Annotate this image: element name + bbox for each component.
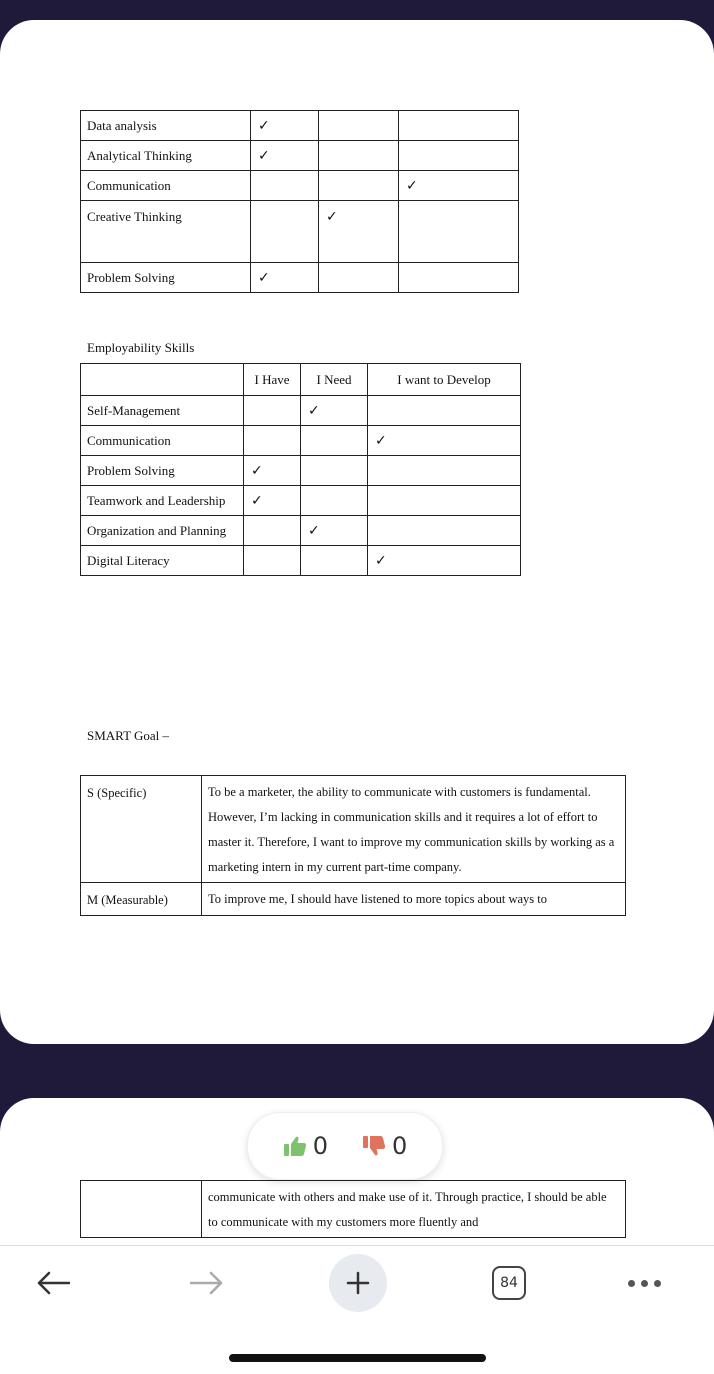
checkmark-cell	[399, 111, 519, 141]
skill-name: Communication	[81, 171, 251, 201]
checkmark-cell	[244, 426, 301, 456]
employability-table	[80, 363, 521, 576]
table-row	[81, 396, 521, 426]
checkmark-cell	[244, 396, 301, 426]
checkmark-cell	[319, 263, 399, 293]
table-row	[81, 516, 521, 546]
column-header: I Have	[244, 364, 301, 396]
smart-goal-table-continued	[80, 1180, 626, 1238]
column-header: I want to Develop	[368, 364, 521, 396]
more-icon[interactable]	[628, 1280, 661, 1287]
skill-name: Teamwork and Leadership	[81, 486, 244, 516]
checkmark-cell: ✓	[301, 396, 368, 426]
column-header: I Need	[301, 364, 368, 396]
smart-value: To be a marketer, the ability to communicate with customers is fundamental. However, I’m lacking in communication skills and it requires a lot of effort to master it. Therefore, I want to improve my communication skills by working as a marketing intern in my current part-time company.	[202, 776, 626, 883]
smart-key: S (Specific)	[81, 776, 202, 883]
back-arrow-icon	[36, 1271, 70, 1295]
checkmark-cell	[368, 516, 521, 546]
column-header	[81, 364, 244, 396]
document-page-1	[0, 20, 714, 1044]
checkmark-cell	[319, 171, 399, 201]
skill-name: Creative Thinking	[81, 201, 251, 263]
checkmark-cell	[399, 201, 519, 263]
table-row	[81, 111, 519, 141]
skill-name: Communication	[81, 426, 244, 456]
checkmark-cell	[319, 111, 399, 141]
table-row	[81, 456, 521, 486]
checkmark-cell	[244, 516, 301, 546]
thumbs-up-icon	[283, 1135, 307, 1157]
table-row	[81, 171, 519, 201]
table-row	[81, 776, 626, 883]
table-row	[81, 486, 521, 516]
skill-name: Digital Literacy	[81, 546, 244, 576]
checkmark-cell: ✓	[244, 456, 301, 486]
plus-icon	[346, 1271, 370, 1295]
checkmark-cell: ✓	[251, 141, 319, 171]
skills-table	[80, 110, 519, 293]
skill-name: Problem Solving	[81, 456, 244, 486]
smart-goal-title: SMART Goal –	[87, 728, 170, 743]
tab-count-button[interactable]: 84	[492, 1266, 526, 1300]
checkmark-cell	[301, 546, 368, 576]
smart-key: M (Measurable)	[81, 883, 202, 916]
smart-goal-table	[80, 775, 626, 916]
forward-arrow-icon	[190, 1271, 224, 1295]
dislike-button[interactable]	[362, 1132, 407, 1160]
checkmark-cell	[368, 456, 521, 486]
checkmark-cell: ✓	[301, 516, 368, 546]
checkmark-cell	[368, 486, 521, 516]
thumbs-down-icon	[362, 1135, 386, 1157]
smart-value: communicate with others and make use of it. Through practice, I should be able to communicate with my customers more fluently and	[202, 1181, 626, 1238]
smart-value: To improve me, I should have listened to more topics about ways to	[202, 883, 626, 916]
checkmark-cell	[251, 171, 319, 201]
back-button[interactable]	[28, 1258, 78, 1308]
reaction-pill	[247, 1112, 443, 1180]
like-count: 0	[312, 1132, 328, 1160]
checkmark-cell	[399, 141, 519, 171]
home-indicator[interactable]	[229, 1354, 486, 1362]
checkmark-cell: ✓	[319, 201, 399, 263]
smart-key-empty	[81, 1181, 202, 1238]
forward-button[interactable]	[182, 1258, 232, 1308]
table-row	[81, 263, 519, 293]
skill-name: Analytical Thinking	[81, 141, 251, 171]
checkmark-cell	[251, 201, 319, 263]
checkmark-cell	[244, 546, 301, 576]
checkmark-cell: ✓	[251, 263, 319, 293]
checkmark-cell	[301, 426, 368, 456]
checkmark-cell: ✓	[251, 111, 319, 141]
table-row	[81, 201, 519, 263]
table-row	[81, 546, 521, 576]
table-row	[81, 426, 521, 456]
table-header-row	[81, 364, 521, 396]
checkmark-cell	[399, 263, 519, 293]
employability-title: Employability Skills	[87, 340, 195, 355]
new-tab-button[interactable]	[329, 1254, 387, 1312]
skill-name: Problem Solving	[81, 263, 251, 293]
table-row	[81, 883, 626, 916]
skill-name: Data analysis	[81, 111, 251, 141]
checkmark-cell: ✓	[244, 486, 301, 516]
checkmark-cell	[301, 486, 368, 516]
dislike-count: 0	[392, 1132, 408, 1160]
checkmark-cell	[368, 396, 521, 426]
skill-name: Self-Management	[81, 396, 244, 426]
like-button[interactable]	[283, 1132, 328, 1160]
checkmark-cell: ✓	[399, 171, 519, 201]
checkmark-cell: ✓	[368, 546, 521, 576]
table-row	[81, 141, 519, 171]
skill-name: Organization and Planning	[81, 516, 244, 546]
table-row	[81, 1181, 626, 1238]
checkmark-cell	[319, 141, 399, 171]
checkmark-cell: ✓	[368, 426, 521, 456]
checkmark-cell	[301, 456, 368, 486]
